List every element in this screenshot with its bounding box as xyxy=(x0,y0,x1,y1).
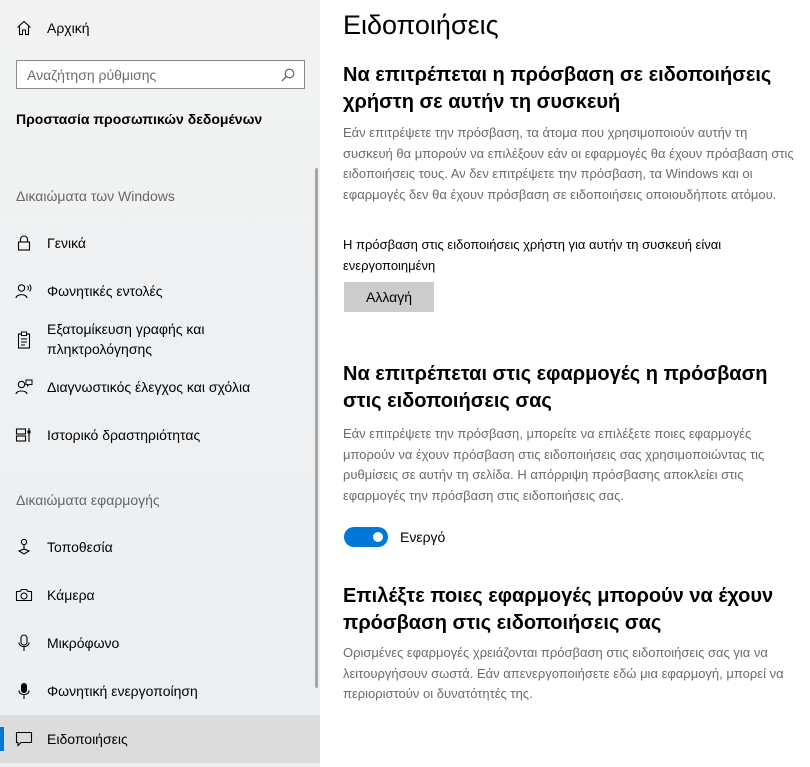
settings-sidebar xyxy=(0,0,320,767)
sidebar-item-label: Ιστορικό δραστηριότητας xyxy=(47,427,201,443)
apps-access-toggle[interactable] xyxy=(344,527,388,547)
notifications-settings-page xyxy=(320,0,810,767)
active-indicator xyxy=(0,727,4,751)
device-access-status: Η πρόσβαση στις ειδοποιήσεις χρήστη για αυτήν τη συσκευή είναι ενεργοποιημένη xyxy=(343,237,722,273)
sidebar-item-label: Μικρόφωνο xyxy=(47,635,120,651)
device-access-heading: Να επιτρέπεται η πρόσβαση σε ειδοποιήσεις χρήστη σε αυτήν τη συσκευή xyxy=(343,64,772,113)
sidebar-item-label: Τοποθεσία xyxy=(47,539,113,555)
apps-access-description: Εάν επιτρέψετε την πρόσβαση, μπορείτε να επιλέξετε ποιες εφαρμογές μπορούν να έχουν πρόσβαση στις ειδοποιήσεις σας χρησιμοποιώντας τις ρυθμίσεις σε αυτήν τη σελίδα. Η απόρριψη πρόσβασης αποκλείει στις εφαρμογές την πρόσβαση στις ειδοποιήσεις σας. xyxy=(343,426,765,503)
home-label: Αρχική xyxy=(47,20,90,36)
change-button[interactable]: Αλλαγή xyxy=(344,282,434,312)
sidebar-item-microphone[interactable] xyxy=(0,631,320,655)
choose-apps-heading: Επιλέξτε ποιες εφαρμογές μπορούν να έχουν πρόσβαση στις ειδοποιήσεις σας xyxy=(343,585,774,634)
home-nav-item[interactable] xyxy=(0,14,320,42)
sidebar-item-voice-activation[interactable] xyxy=(0,679,320,703)
sidebar-item-camera[interactable] xyxy=(0,583,320,607)
search-input[interactable] xyxy=(17,67,272,83)
voice-activation-icon xyxy=(15,682,33,700)
speech-person-icon xyxy=(15,282,33,300)
clipboard-icon xyxy=(15,331,33,349)
sidebar-item-label: Κάμερα xyxy=(47,587,95,603)
sidebar-item-label-line1: Εξατομίκευση γραφής και xyxy=(47,321,205,337)
feedback-person-icon xyxy=(15,378,33,396)
lock-icon xyxy=(15,234,33,252)
timeline-icon xyxy=(15,426,33,444)
sidebar-item-diagnostics[interactable] xyxy=(0,375,320,399)
app-permissions-heading: Δικαιώματα εφαρμογής xyxy=(16,492,160,508)
notification-icon xyxy=(15,730,33,748)
sidebar-section-title: Προστασία προσωπικών δεδομένων xyxy=(16,111,263,127)
apps-access-heading: Να επιτρέπεται στις εφαρμογές η πρόσβαση στις ειδοποιήσεις σας xyxy=(343,363,768,412)
windows-permissions-heading: Δικαιώματα των Windows xyxy=(16,188,175,204)
camera-icon xyxy=(15,586,33,604)
toggle-state-label: Ενεργό xyxy=(400,529,446,545)
sidebar-item-speech[interactable] xyxy=(0,279,320,303)
sidebar-item-inking-typing[interactable] xyxy=(0,319,320,361)
choose-apps-description: Ορισμένες εφαρμογές χρειάζονται πρόσβαση στις ειδοποιήσεις σας για να λειτουργήσουν σωστά. Εάν απενεργοποιήσετε εδώ μια εφαρμογή, μπορεί να περιοριστούν οι δυνατότητές της. xyxy=(343,645,784,701)
device-access-description: Εάν επιτρέψετε την πρόσβαση, τα άτομα που χρησιμοποιούν αυτήν τη συσκευή θα μπορούν να επιλέξουν εάν οι εφαρμογές θα έχουν πρόσβαση στις ειδοποιήσεις τους. Αν δεν επιτρέψετε την πρόσβαση, τα Windows και οι εφαρμογές δεν θα έχουν πρόσβαση σε ειδοποιήσεις οποιουδήποτε ατόμου. xyxy=(343,125,794,202)
sidebar-item-general[interactable] xyxy=(0,231,320,255)
sidebar-item-label: Διαγνωστικός έλεγχος και σχόλια xyxy=(47,379,251,395)
search-icon[interactable] xyxy=(280,67,296,83)
location-icon xyxy=(15,538,33,556)
sidebar-item-notifications[interactable] xyxy=(0,715,320,763)
sidebar-item-location[interactable] xyxy=(0,535,320,559)
microphone-icon xyxy=(15,634,33,652)
search-box[interactable] xyxy=(16,60,305,89)
sidebar-item-label-line2: πληκτρολόγησης xyxy=(47,341,152,357)
toggle-knob xyxy=(373,532,383,542)
sidebar-item-label: Ειδοποιήσεις xyxy=(47,731,128,747)
page-title: Ειδοποιήσεις xyxy=(343,10,499,40)
sidebar-item-label: Γενικά xyxy=(47,235,86,251)
sidebar-item-activity-history[interactable] xyxy=(0,423,320,447)
sidebar-scrollbar[interactable] xyxy=(315,168,318,688)
sidebar-item-label: Φωνητική ενεργοποίηση xyxy=(47,683,198,699)
home-icon xyxy=(15,19,33,37)
sidebar-item-label: Φωνητικές εντολές xyxy=(47,283,163,299)
